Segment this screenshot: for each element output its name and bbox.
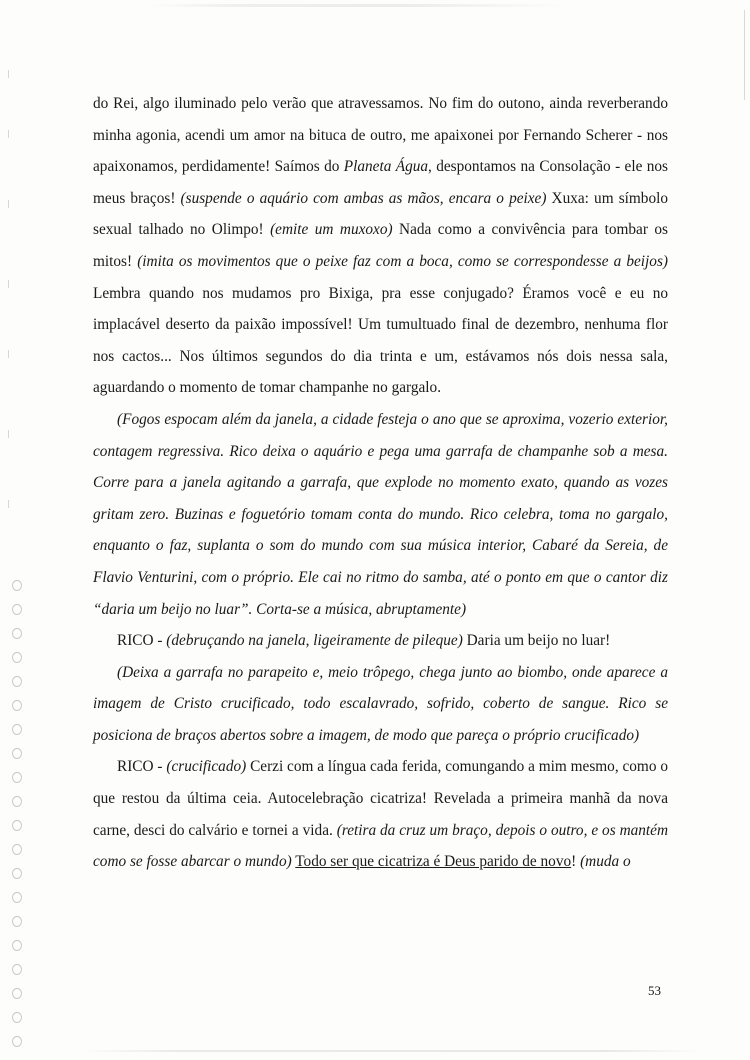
- margin-mark: [8, 70, 13, 78]
- italic-text: (crucificado): [166, 758, 247, 776]
- binding-hole: [12, 676, 22, 687]
- binding-hole: [12, 700, 22, 711]
- italic-text: Planeta Água: [343, 158, 429, 176]
- margin-mark: [8, 350, 13, 358]
- binding-hole: [12, 964, 22, 975]
- page-number: 53: [648, 983, 661, 998]
- binding-hole: [12, 940, 22, 951]
- binding-hole: [12, 892, 22, 903]
- binding-hole: [12, 988, 22, 999]
- margin-mark: [8, 130, 13, 138]
- text-run: Xuxa: um símbolo sexual talhado no Olimpo!: [93, 189, 668, 239]
- script-body: [93, 88, 668, 878]
- scan-artifact-top: [150, 4, 570, 7]
- binding-hole: [12, 652, 22, 663]
- text-run: RICO -: [117, 632, 167, 650]
- binding-hole: [12, 820, 22, 831]
- text-run: Lembra quando nos mudamos pro Bixiga, pra esse conjugado? Éramos você e eu no implacável deserto da paixão impossível! Um tumultuado final de dezembro, nenhuma flor nos cactos... Nos últimos segundos do dia trinta e um, estávamos nós dois nessa sala, aguardando o momento de tomar champanhe no gargalo.: [93, 284, 668, 397]
- dialogue-paragraph: [93, 625, 668, 657]
- binding-hole: [12, 1036, 22, 1047]
- italic-text: (suspende o aquário com ambas as mãos, encara o peixe): [180, 189, 547, 207]
- binding-hole: [12, 724, 22, 735]
- italic-text: (imita os movimentos que o peixe faz com a boca, como se correspondesse a beijos): [137, 252, 668, 270]
- binding-hole: [12, 1012, 22, 1023]
- italic-text: (retira da cruz um braço, depois o outro, e os mantém como se fosse abarcar o mundo): [93, 821, 668, 871]
- italic-text: (muda o: [580, 853, 631, 871]
- italic-text: (debruçando na janela, ligeiramente de pileque): [166, 632, 463, 650]
- text-run: , despontamos na Consolação - ele nos meus braços!: [93, 158, 669, 207]
- margin-mark: [8, 500, 13, 508]
- scan-artifact-edge: [744, 10, 745, 100]
- text-run: RICO -: [117, 758, 167, 776]
- binding-hole: [12, 844, 22, 855]
- margin-mark: [8, 430, 13, 438]
- binding-hole: [12, 604, 22, 615]
- binding-hole: [12, 916, 22, 927]
- text-run: Daria um beijo no luar!: [462, 632, 611, 650]
- stage-direction: [93, 404, 668, 625]
- binding-hole: [12, 772, 22, 783]
- underlined-text: Todo ser que cicatriza é Deus parido de novo: [295, 853, 572, 871]
- binding-holes: [6, 580, 32, 1050]
- margin-mark: [8, 280, 13, 288]
- italic-text: (Fogos espocam além da janela, a cidade festeja o ano que se aproxima, vozerio exterior, contagem regressiva. Rico deixa o aquário e pega uma garrafa de champanhe sob a mesa. Corre para a janela agitando a garrafa, que explode no momento exato, quando as vozes gritam zero. Buzinas e foguetório tomam conta do mundo. Rico celebra, toma no gargalo, enquanto o faz, suplanta o som do mundo com sua música interior, Cabaré da Sereia, de Flavio Venturini, com o próprio. Ele cai no ritmo do samba, até o ponto em que o cantor diz “daria um beijo no luar”. Corta-se a música, abruptamente): [93, 410, 668, 618]
- text-run: !: [571, 853, 581, 871]
- stage-direction: [93, 657, 668, 752]
- text-run: Cerzi com a língua cada ferida, comungando a mim mesmo, como o que restou da última ceia. Autocelebração cicatriza! Revelada a primeira manhã da nova carne, desci do calvário e tornei a vida.: [93, 758, 668, 839]
- dialogue-paragraph: [93, 751, 668, 877]
- binding-hole: [12, 748, 22, 759]
- binding-hole: [12, 628, 22, 639]
- scan-artifact-bottom: [80, 1050, 700, 1052]
- text-run: do Rei, algo iluminado pelo verão que atravessamos. No fim do outono, ainda reverberando minha agonia, acendi um amor na bituca de outro, me apaixonei por Fernando Scherer - nos apaixonamos, perdidamente! Saímos do: [93, 95, 668, 176]
- margin-mark: [8, 200, 13, 208]
- dialogue-paragraph: [93, 88, 668, 404]
- binding-hole: [12, 868, 22, 879]
- binding-hole: [12, 580, 22, 591]
- binding-hole: [12, 796, 22, 807]
- italic-text: (Deixa a garrafa no parapeito e, meio trôpego, chega junto ao biombo, onde aparece a imagem de Cristo crucificado, todo escalavrado, sofrido, coberto de sangue. Rico se posiciona de braços abertos sobre a imagem, de modo que pareça o próprio crucificado): [93, 663, 668, 744]
- italic-text: (emite um muxoxo): [270, 221, 393, 239]
- text-run: Nada como a convivência para tombar os mitos!: [93, 221, 668, 270]
